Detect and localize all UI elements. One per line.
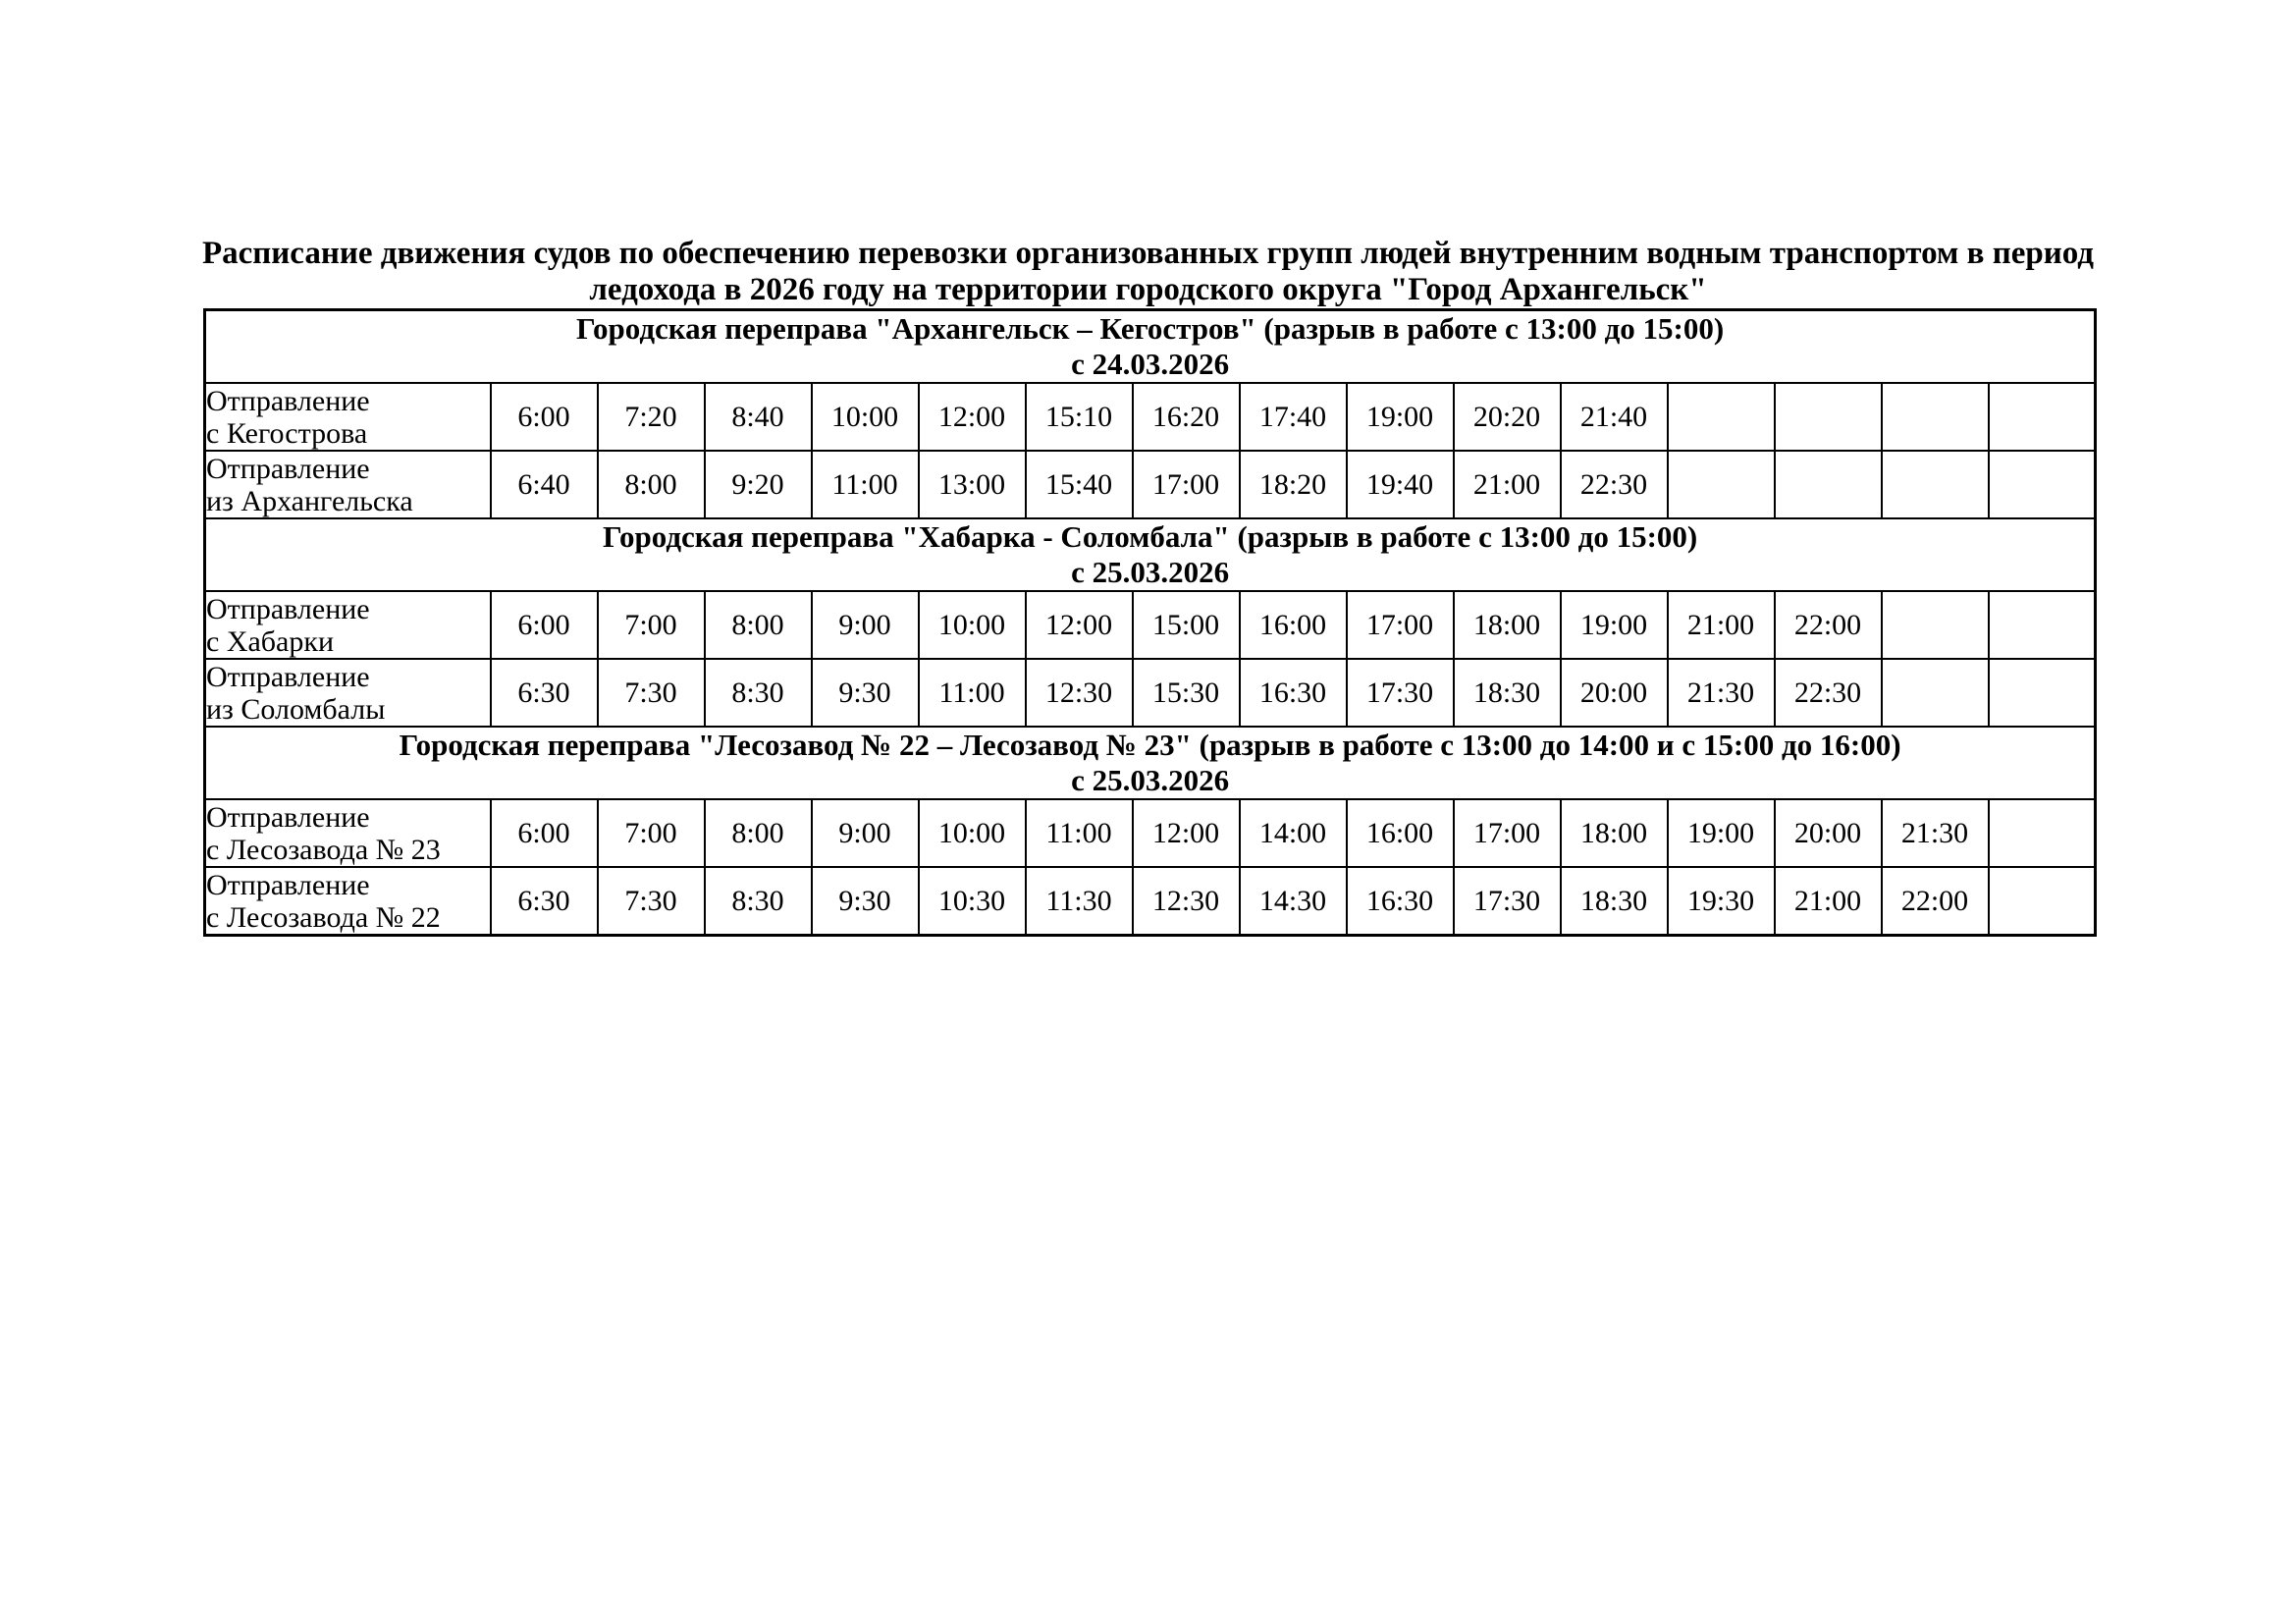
row-label-line-2: с Лесозавода № 22 [206,900,441,934]
departure-time-cell: 14:00 [1240,799,1347,867]
departure-time-cell: 22:30 [1775,659,1882,727]
row-label-line-2: из Соломбалы [206,692,386,726]
departure-time-cell: 7:00 [598,799,705,867]
departure-time-cell: 6:00 [491,591,598,659]
departure-time-cell: 22:00 [1775,591,1882,659]
row-label-line-2: из Архангельска [206,484,413,517]
section-start-date: с 24.03.2026 [1071,347,1230,381]
section-start-date: с 25.03.2026 [1071,555,1230,589]
row-label-line-2: с Хабарки [206,624,335,658]
departure-time-cell: 9:00 [812,591,919,659]
section-header-row [205,727,2096,799]
departure-time-cell: 8:30 [705,867,812,936]
row-label-line-1: Отправление [206,868,370,901]
row-label-line-2: с Лесозавода № 23 [206,833,441,866]
section-title: Городская переправа "Лесозавод № 22 – Лесозавод № 23" (разрыв в работе с 13:00 до 14:00 и с 15:00 до 16:00) [399,728,1901,762]
departure-time-cell: 6:30 [491,867,598,936]
departure-time-cell: 11:00 [1026,799,1133,867]
departure-time-cell: 16:00 [1240,591,1347,659]
departure-time-cell: 17:00 [1454,799,1561,867]
departure-time-cell: 8:00 [705,591,812,659]
departure-time-cell: 21:40 [1561,383,1668,451]
schedule-row [205,451,2096,518]
departure-time-cell: 16:30 [1347,867,1454,936]
schedule-row [205,799,2096,867]
row-label-line-1: Отправление [206,384,370,417]
departure-time-cell: 22:30 [1561,451,1668,518]
departure-time-cell: 18:00 [1561,799,1668,867]
row-label-cell [205,451,491,518]
row-label-line-1: Отправление [206,592,370,625]
empty-time-cell [1882,383,1989,451]
schedule-row [205,591,2096,659]
departure-time-cell: 17:30 [1454,867,1561,936]
empty-time-cell [1989,451,2096,518]
departure-time-cell: 19:00 [1347,383,1454,451]
row-label-cell [205,591,491,659]
departure-time-cell: 14:30 [1240,867,1347,936]
row-label-cell [205,659,491,727]
row-label-line-1: Отправление [206,800,370,834]
departure-time-cell: 8:40 [705,383,812,451]
row-label-cell [205,799,491,867]
departure-time-cell: 6:40 [491,451,598,518]
departure-time-cell: 19:40 [1347,451,1454,518]
departure-time-cell: 21:00 [1454,451,1561,518]
departure-time-cell: 19:00 [1561,591,1668,659]
departure-time-cell: 18:30 [1561,867,1668,936]
departure-time-cell: 7:00 [598,591,705,659]
section-header-row [205,518,2096,591]
departure-time-cell: 10:00 [919,799,1026,867]
departure-time-cell: 10:30 [919,867,1026,936]
departure-time-cell: 15:10 [1026,383,1133,451]
ferry-schedule-table [203,308,2097,937]
empty-time-cell [1775,383,1882,451]
departure-time-cell: 8:00 [598,451,705,518]
departure-time-cell: 21:30 [1668,659,1775,727]
row-label-line-1: Отправление [206,452,370,485]
departure-time-cell: 21:00 [1668,591,1775,659]
departure-time-cell: 9:00 [812,799,919,867]
departure-time-cell: 15:00 [1133,591,1240,659]
document-title [88,236,2208,308]
departure-time-cell: 16:20 [1133,383,1240,451]
departure-time-cell: 12:00 [919,383,1026,451]
departure-time-cell: 9:30 [812,867,919,936]
section-header-cell [205,518,2096,591]
departure-time-cell: 18:20 [1240,451,1347,518]
departure-time-cell: 9:30 [812,659,919,727]
schedule-row [205,867,2096,936]
departure-time-cell: 6:00 [491,383,598,451]
row-label-line-2: с Кегострова [206,416,368,450]
empty-time-cell [1989,591,2096,659]
departure-time-cell: 12:30 [1133,867,1240,936]
departure-time-cell: 20:00 [1561,659,1668,727]
section-header-cell [205,310,2096,384]
departure-time-cell: 12:00 [1133,799,1240,867]
departure-time-cell: 20:00 [1775,799,1882,867]
empty-time-cell [1989,383,2096,451]
departure-time-cell: 17:00 [1347,591,1454,659]
departure-time-cell: 17:30 [1347,659,1454,727]
departure-time-cell: 11:30 [1026,867,1133,936]
section-start-date: с 25.03.2026 [1071,763,1230,797]
departure-time-cell: 12:00 [1026,591,1133,659]
departure-time-cell: 17:40 [1240,383,1347,451]
empty-time-cell [1668,451,1775,518]
departure-time-cell: 8:30 [705,659,812,727]
empty-time-cell [1989,659,2096,727]
departure-time-cell: 7:30 [598,867,705,936]
departure-time-cell: 22:00 [1882,867,1989,936]
departure-time-cell: 21:00 [1775,867,1882,936]
departure-time-cell: 6:30 [491,659,598,727]
departure-time-cell: 15:30 [1133,659,1240,727]
departure-time-cell: 6:00 [491,799,598,867]
section-header-row [205,310,2096,384]
departure-time-cell: 7:30 [598,659,705,727]
empty-time-cell [1882,451,1989,518]
departure-time-cell: 12:30 [1026,659,1133,727]
section-title: Городская переправа "Архангельск – Кегостров" (разрыв в работе с 13:00 до 15:00) [576,311,1725,346]
departure-time-cell: 11:00 [919,659,1026,727]
document-title-line-1: Расписание движения судов по обеспечению перевозки организованных групп людей внутренним водным транспортом в период [201,236,2095,271]
empty-time-cell [1989,799,2096,867]
departure-time-cell: 10:00 [812,383,919,451]
departure-time-cell: 20:20 [1454,383,1561,451]
departure-time-cell: 18:30 [1454,659,1561,727]
departure-time-cell: 16:30 [1240,659,1347,727]
departure-time-cell: 15:40 [1026,451,1133,518]
departure-time-cell: 21:30 [1882,799,1989,867]
row-label-cell [205,383,491,451]
row-label-line-1: Отправление [206,660,370,693]
departure-time-cell: 13:00 [919,451,1026,518]
departure-time-cell: 19:00 [1668,799,1775,867]
section-header-cell [205,727,2096,799]
departure-time-cell: 19:30 [1668,867,1775,936]
departure-time-cell: 18:00 [1454,591,1561,659]
empty-time-cell [1668,383,1775,451]
departure-time-cell: 11:00 [812,451,919,518]
departure-time-cell: 7:20 [598,383,705,451]
empty-time-cell [1989,867,2096,936]
schedule-row [205,383,2096,451]
section-title: Городская переправа "Хабарка - Соломбала" (разрыв в работе с 13:00 до 15:00) [602,519,1698,554]
departure-time-cell: 16:00 [1347,799,1454,867]
empty-time-cell [1882,591,1989,659]
departure-time-cell: 10:00 [919,591,1026,659]
row-label-cell [205,867,491,936]
departure-time-cell: 9:20 [705,451,812,518]
departure-time-cell: 8:00 [705,799,812,867]
departure-time-cell: 17:00 [1133,451,1240,518]
schedule-row [205,659,2096,727]
empty-time-cell [1775,451,1882,518]
empty-time-cell [1882,659,1989,727]
document-title-line-2: ледохода в 2026 году на территории городского округа "Город Архангельск" [589,272,1707,307]
